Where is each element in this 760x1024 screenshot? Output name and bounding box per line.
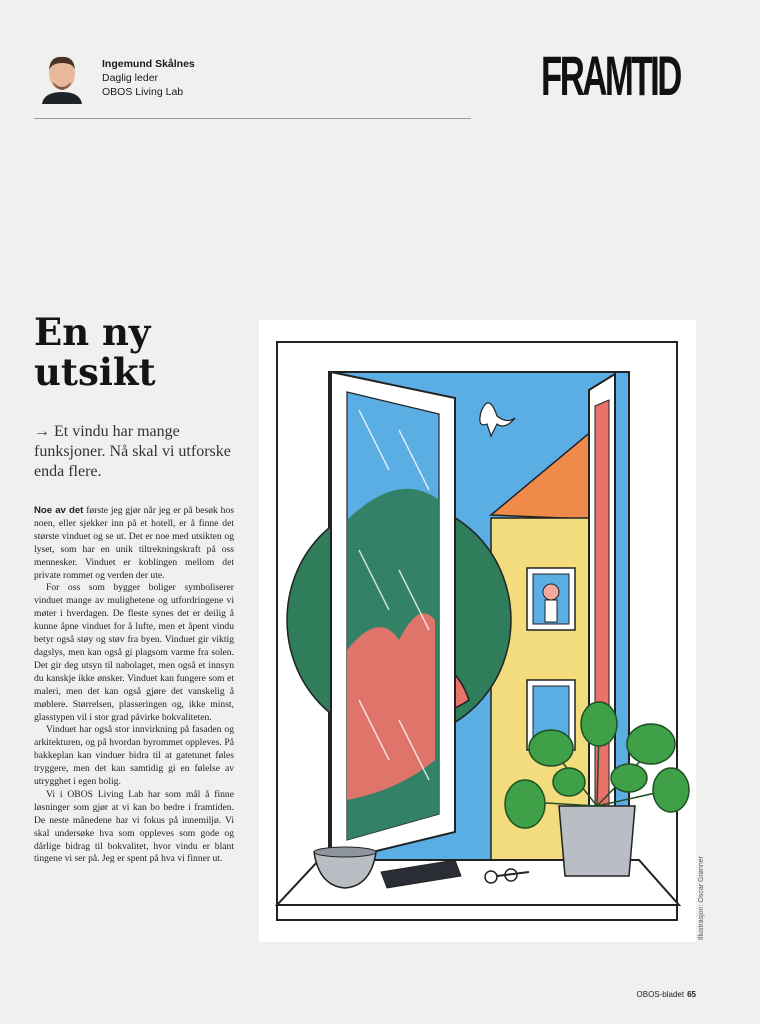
body-paragraph: Vi i OBOS Living Lab har som mål å finne løsninger som gjør at vi kan bo bedre i framtiden. De neste månedene har vi fokus på innemiljø. Vi skal undersøke hva som oppleves som gode og dårlige bidrag til bokvalitet, hvor vindu er blant tingene vi ser på. Jeg er spent på hva vi finner ut.: [34, 788, 234, 865]
author-role: Daglig leder: [102, 72, 159, 84]
lead-in: Noe av det: [34, 505, 84, 516]
article-lead: → Et vindu har mange funksjoner. Nå skal vi utforske enda flere.: [34, 423, 231, 480]
illustration-credit: Illustrasjon: Oscar Grønner: [698, 855, 705, 940]
body-paragraph: For oss som bygger boliger symboliserer vinduet mange av mulighetene og utfordringene vi møter i hverdagen. De fleste synes det er deilig å kunne åpne vinduet for å lufte, men et åpent vindu betyr også støy og støv fra byen. Vinduet gir viktig dagslys, men kan også gi plagsom varme fra solen. Det gir deg utsyn til nabolaget, men også et innsyn du kanskje ikke ønsker. Vinduet kan fungere som et maleri, men det kan også gjøre det vanskelig å møblere. Størrelsen, plasseringen og, ikke minst, glasstypen vil i stor grad påvirke bokvaliteten.: [34, 582, 234, 723]
article-headline: En ny utsikt: [34, 310, 156, 394]
article-body: [34, 505, 234, 866]
page-number: 65: [687, 990, 696, 999]
header-divider: [34, 118, 471, 119]
plant-pot: [559, 806, 635, 876]
author-organization: OBOS Living Lab: [102, 86, 184, 98]
author-name: Ingemund Skålnes: [102, 58, 195, 70]
author-avatar: [40, 52, 84, 104]
body-paragraph: Noe av det første jeg gjør når jeg er på besøk hos noen, eller sjekker inn på et hotell, er å finne det største vinduet og se ut. Det er noe med utsikten og lyset, som har en unik tiltrekningskraft på oss mennesker. Vinduet er koblingen mellom det private rommet og verden der ute.: [34, 505, 234, 581]
publication-name: OBOS-bladet: [636, 990, 685, 999]
section-tag: FRAMTID: [541, 44, 680, 107]
body-paragraph: Vinduet har også stor innvirkning på fasaden og arkitekturen, og på hvordan byrommet oppleves. På bakkeplan kan vinduer bidra til at gatetunet føles tryggere, men det kan samtidig gi en følelse av utrygghet i egen bolig.: [34, 724, 234, 788]
window-illustration: [259, 320, 696, 942]
page-footer: [637, 990, 696, 999]
author-byline: [40, 52, 195, 104]
